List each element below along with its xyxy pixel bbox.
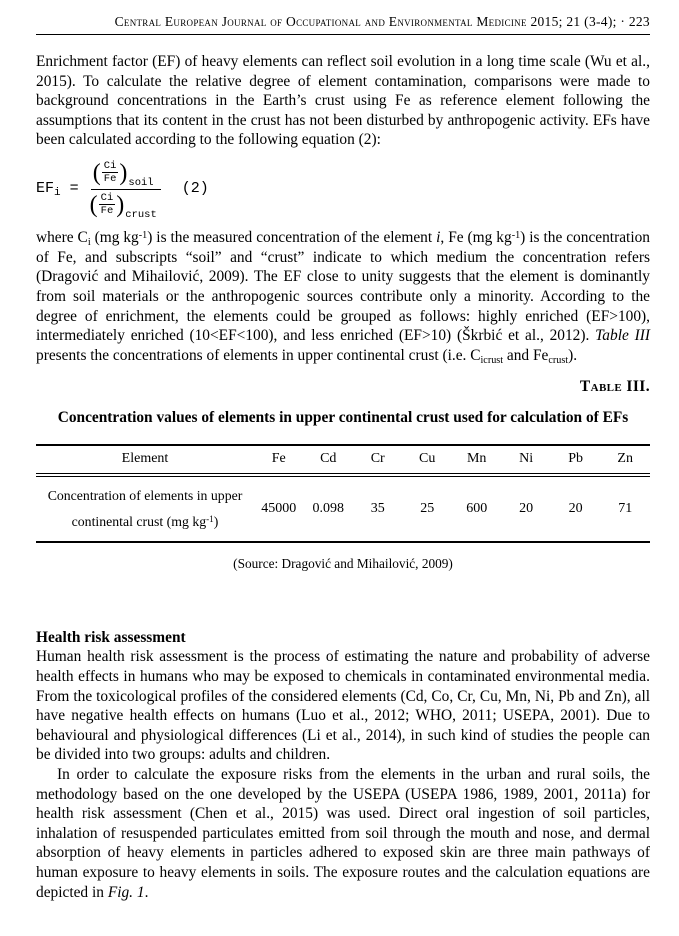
- equation-fraction: [88, 159, 164, 222]
- value-cd: 0.098: [312, 501, 344, 517]
- page-content: [36, 35, 650, 902]
- equals-sign: =: [69, 179, 79, 197]
- column-header-mn: Mn: [452, 445, 501, 475]
- table-caption: Concentration values of elements in upper continental crust used for calculation of EFs: [57, 409, 629, 427]
- value-pb: 20: [568, 501, 583, 517]
- ci-numerator: Ci: [103, 159, 117, 172]
- value-mn: 600: [466, 501, 488, 517]
- ci-over-fe-soil: [102, 160, 119, 185]
- column-header-cu: Cu: [402, 445, 451, 475]
- ci-over-fe-crust: [99, 192, 116, 217]
- row-label-concentration: Concentration of elements in upper continental crust (mg $kg^{-1}$): [47, 488, 243, 530]
- journal-header-text: Central European Journal of Occupational and Environmental Medicine 2015; 21 (3-4); · 223: [114, 14, 650, 29]
- table-header: [36, 445, 650, 475]
- value-cu: 25: [420, 501, 435, 517]
- column-header-fe: Fe: [254, 445, 303, 475]
- paragraph-enrichment-factor: Enrichment factor (EF) of heavy elements can reflect soil evolution in a long time scale (Wu et al., 2015). To calculate the relative degree of element contamination, comparisons were made to background concentrations in the Earth’s crust using Fe as reference element following the assumptions that its content in the crust has not been disturbed by anthropogenic activity. EFs have been calculated according to the following equation (2):: [36, 53, 650, 149]
- fe-denominator: Fe: [103, 173, 117, 186]
- column-header-cd: Cd: [304, 445, 353, 475]
- open-paren: (: [89, 191, 98, 218]
- open-paren: (: [92, 159, 101, 186]
- table-body: [36, 475, 650, 542]
- ci-numerator: Ci: [100, 192, 114, 205]
- table-header-row: [36, 445, 650, 475]
- close-paren: ): [116, 191, 125, 218]
- soil-subscript: soil: [128, 177, 154, 190]
- section-heading-health-risk: Health risk assessment: [36, 629, 186, 647]
- value-fe: 45000: [261, 501, 297, 517]
- value-cr: 35: [370, 501, 385, 517]
- crust-subscript: crust: [125, 209, 157, 222]
- paragraph-health-risk: Human health risk assessment is the process of estimating the nature and probability of adverse health effects in humans who may be exposed to chemicals in contaminated environmental media. From the toxicological profiles of the considered elements (Cd, Co, Cr, Cu, Mn, Ni, Pb and Zn), all have negative health effects on humans (Luo et al., 2012; WHO, 2011; USEPA, 2001). Due to behavioural and physiological differences (Li et al., 2014), in such kind of studies the people can be divided into two groups: adults and children.: [36, 648, 650, 764]
- close-paren: ): [119, 159, 128, 186]
- paragraph-exposure-pathways: In order to calculate the exposure risks from the elements in the urban and rural soils, the methodology based on the one developed by the USEPA (USEPA 1986, 1989, 2001, 2011a) for health risk assessment (Chen et al., 2015) was used. Direct oral ingestion of soil particles, inhalation of resuspended particulates emitted from soil through the mouth and nose, and dermal absorption of heavy elements in particles adhered to exposed skin are three main pathways of human exposure to heavy elements in soils. The exposure routes and the calculation equations are depicted in Fig. 1.: [36, 765, 650, 901]
- value-ni: 20: [519, 501, 534, 517]
- fraction-denominator: [88, 190, 164, 222]
- value-zn: 71: [618, 501, 633, 517]
- crust-concentration-table: [36, 444, 650, 543]
- column-header-ni: Ni: [501, 445, 550, 475]
- column-header-pb: Pb: [551, 445, 600, 475]
- ef-equation: [36, 159, 650, 222]
- equation-lhs: [36, 179, 61, 200]
- paragraph-where-ci: where $C_i$ (mg $kg^{-1}$) is the measured concentration of the element i, Fe (mg $kg^{-1}$) is the concentration of Fe, and subscripts “soil” and “crust” indicate to which medium the concentration refers (Dragović and Mihailović, 2009). The EF close to unity suggests that the element is dominantly from soil materials or the anthropogenic sources contribute only a minority. According to the degree of enrichment, the elements could be grouped as follows: highly enriched (EF>100), intermediately enriched (10<EF<100), and less enriched (EF>10) (Škrbić et al., 2012). Table III presents the concentrations of elements in upper continental crust (i.e. $C_{icrust}$ and $Fe_{crust}$).: [36, 229, 650, 366]
- equation-lhs-text: EF: [36, 179, 55, 197]
- fe-denominator: Fe: [100, 205, 114, 218]
- equation-number: (2): [181, 179, 209, 197]
- column-header-cr: Cr: [353, 445, 402, 475]
- table-row: [36, 475, 650, 542]
- table-label: Table III.: [579, 378, 650, 396]
- page-header: [36, 14, 650, 35]
- equation-lhs-subscript: i: [54, 187, 61, 200]
- column-header-zn: Zn: [600, 445, 650, 475]
- table-source: (Source: Dragović and Mihailović, 2009): [233, 556, 453, 572]
- column-header-element: Element: [36, 445, 254, 475]
- fraction-numerator: [91, 159, 161, 190]
